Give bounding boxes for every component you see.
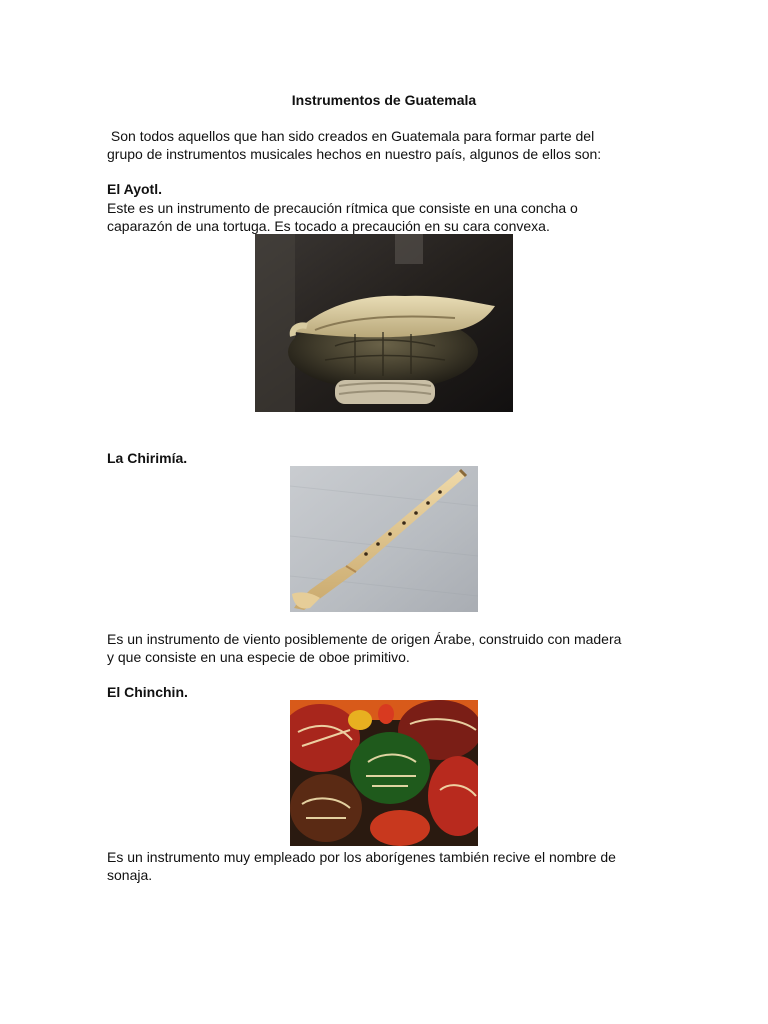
- intro-line: grupo de instrumentos musicales hechos en nuestro país, algunos de ellos son:: [107, 146, 602, 162]
- section-heading-ayotl: El Ayotl.: [107, 181, 162, 197]
- section-heading-chirimia: La Chirimía.: [107, 450, 188, 466]
- intro-paragraph: [107, 127, 677, 163]
- wooden-flute-photo: [290, 466, 478, 612]
- page-title: Instrumentos de Guatemala: [291, 92, 477, 108]
- section-text-ayotl: [107, 199, 677, 235]
- section-text-chinchin: [107, 848, 687, 884]
- section-text-chirimia: [107, 630, 687, 666]
- painted-rattles-photo: [290, 700, 478, 846]
- text-line: sonaja.: [107, 867, 153, 883]
- text-line: Es un instrumento de viento posiblemente de origen Árabe, construido con madera: [107, 631, 622, 647]
- section-heading-chinchin: El Chinchin.: [107, 684, 188, 700]
- text-line: Es un instrumento muy empleado por los aborígenes también recive el nombre de: [107, 849, 616, 865]
- text-line: caparazón de una tortuga. Es tocado a precaución en su cara convexa.: [107, 218, 550, 234]
- ayotl-image: [255, 234, 513, 412]
- chinchin-image: [290, 700, 478, 846]
- intro-line: Son todos aquellos que han sido creados en Guatemala para formar parte del: [107, 128, 595, 144]
- chirimia-image: [290, 466, 478, 612]
- text-line: Este es un instrumento de precaución rítmica que consiste en una concha o: [107, 200, 578, 216]
- turtle-shell-photo: [255, 234, 513, 412]
- text-line: y que consiste en una especie de oboe primitivo.: [107, 649, 410, 665]
